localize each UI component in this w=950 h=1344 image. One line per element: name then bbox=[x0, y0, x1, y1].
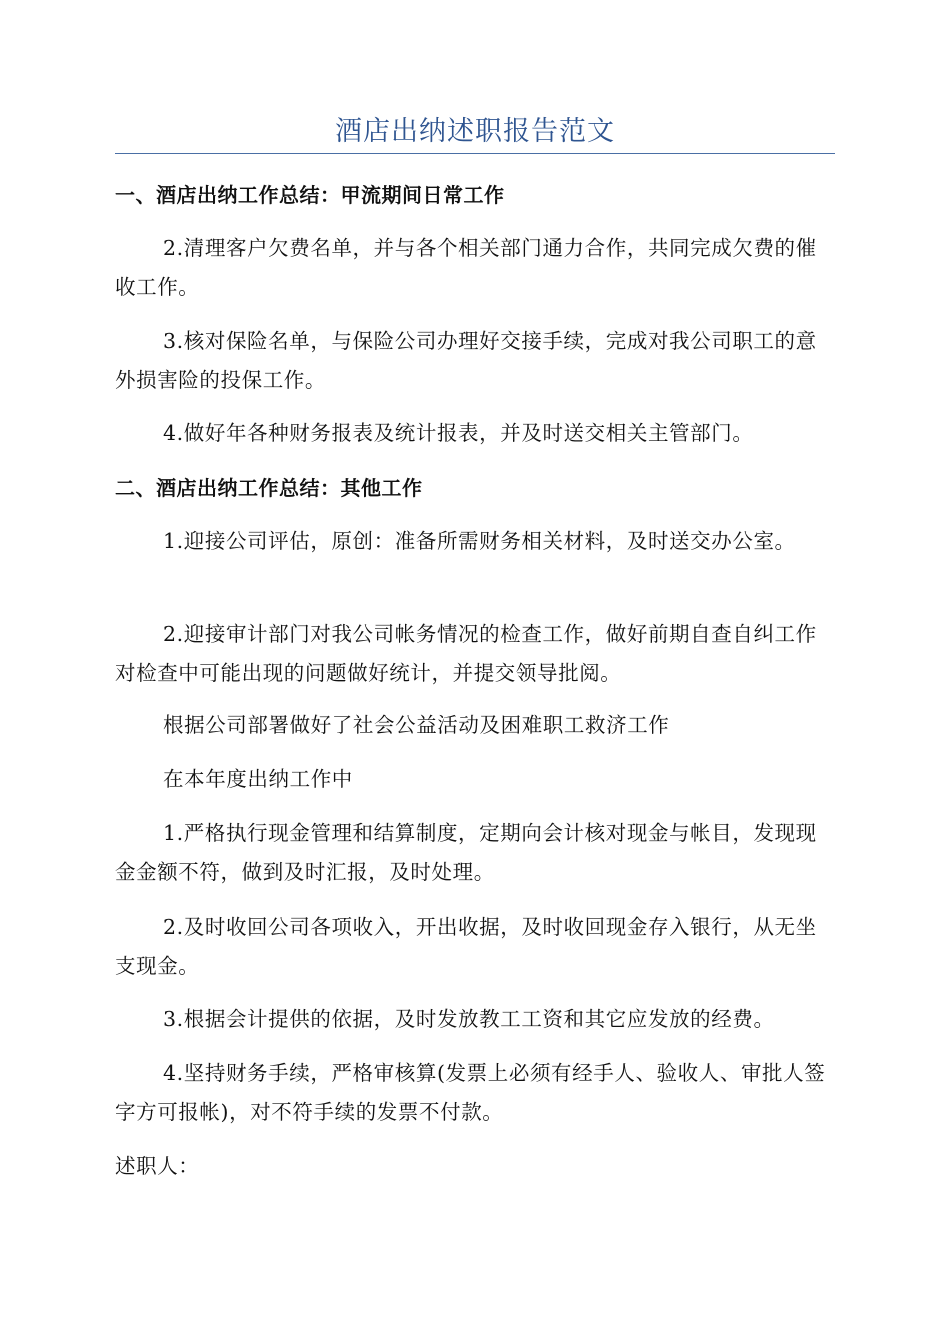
section-heading-1: 一、酒店出纳工作总结：甲流期间日常工作 bbox=[115, 183, 505, 207]
paragraph: 3.根据会计提供的依据，及时发放教工工资和其它应发放的经费。 bbox=[163, 1007, 775, 1031]
paragraph: 3.核对保险名单，与保险公司办理好交接手续，完成对我公司职工的意外损害险的投保工作。 bbox=[115, 329, 817, 392]
paragraph: 4.坚持财务手续，严格审核算(发票上必须有经手人、验收人、审批人签字方可报帐)，对不符手续的发票不付款。 bbox=[115, 1061, 826, 1124]
paragraph: 2.及时收回公司各项收入，开出收据，及时收回现金存入银行，从无坐支现金。 bbox=[115, 915, 817, 978]
paragraph: 1.迎接公司评估，原创：准备所需财务相关材料，及时送交办公室。 bbox=[163, 529, 796, 553]
paragraph: 2.清理客户欠费名单，并与各个相关部门通力合作，共同完成欠费的催收工作。 bbox=[115, 236, 817, 299]
title-underline bbox=[115, 153, 835, 154]
paragraph: 根据公司部署做好了社会公益活动及困难职工救济工作 bbox=[163, 713, 670, 737]
signature-label: 述职人： bbox=[115, 1154, 200, 1178]
section-heading-2: 二、酒店出纳工作总结：其他工作 bbox=[115, 476, 423, 500]
paragraph: 2.迎接审计部门对我公司帐务情况的检查工作，做好前期自查自纠工作对检查中可能出现的问题做好统计，并提交领导批阅。 bbox=[115, 622, 817, 685]
paragraph: 在本年度出纳工作中 bbox=[163, 767, 353, 791]
paragraph: 4.做好年各种财务报表及统计报表，并及时送交相关主管部门。 bbox=[163, 421, 754, 445]
paragraph: 1.严格执行现金管理和结算制度，定期向会计核对现金与帐目，发现现金金额不符，做到及时汇报，及时处理。 bbox=[115, 821, 817, 884]
document-title: 酒店出纳述职报告范文 bbox=[335, 116, 615, 147]
